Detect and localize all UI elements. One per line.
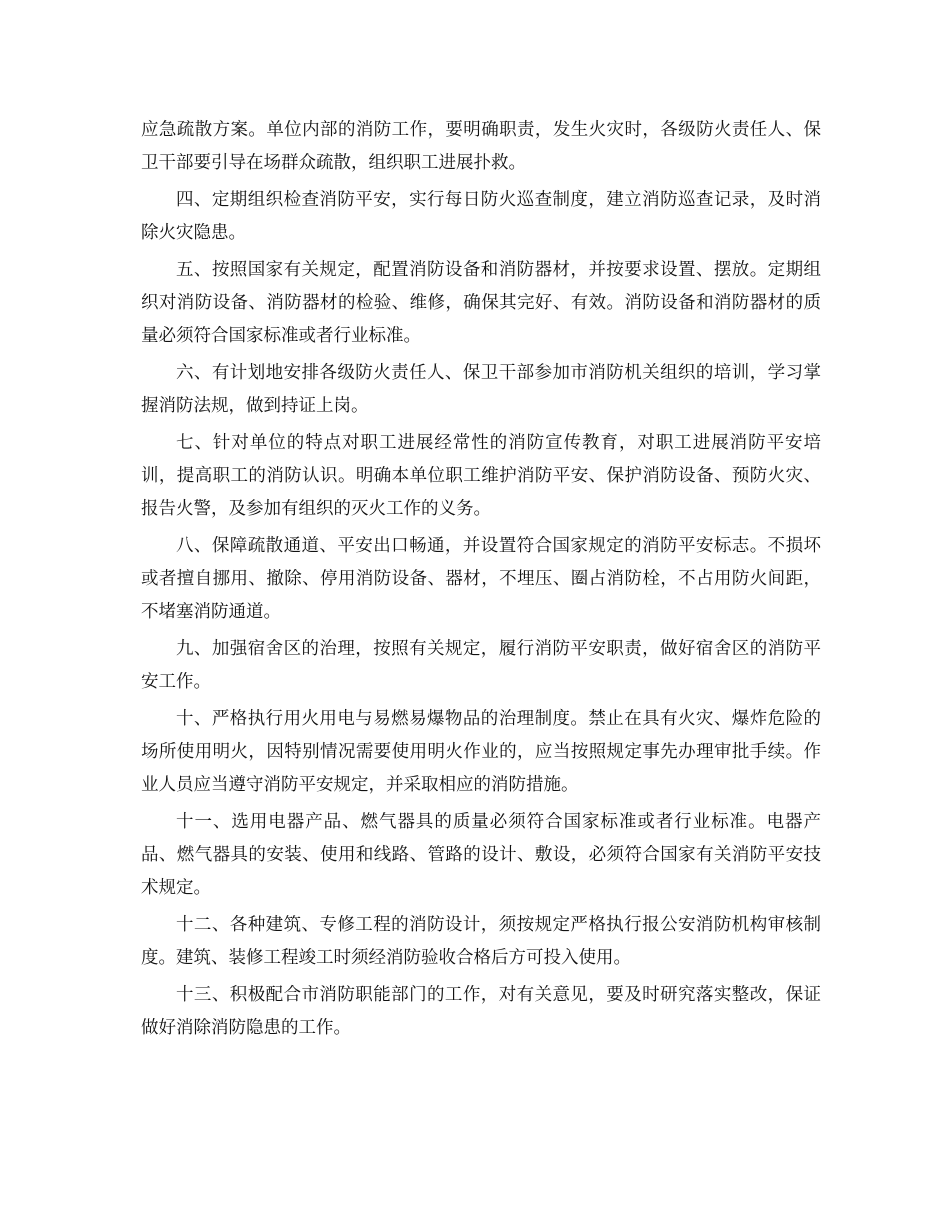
paragraph-10: 十三、积极配合市消防职能部门的工作，对有关意见，要及时研究落实整改，保证做好消除消防隐患的工作。 <box>141 985 821 1038</box>
paragraph-7: 十、严格执行用火用电与易燃易爆物品的治理制度。禁止在具有火灾、爆炸危险的场所使用明火，因特别情况需要使用明火作业的，应当按照规定事先办理审批手续。作业人员应当遵守消防平安规定，并采取相应的消防措施。 <box>141 709 821 795</box>
paragraph-9: 十二、各种建筑、专修工程的消防设计，须按规定严格执行报公安消防机构审核制度。建筑、装修工程竣工时须经消防验收合格后方可投入使用。 <box>141 915 821 968</box>
paragraph-4: 七、针对单位的特点对职工进展经常性的消防宣传教育，对职工进展消防平安培训，提高职工的消防认识。明确本单位职工维护消防平安、保护消防设备、预防火灾、报告火警，及参加有组织的灭火工作的义务。 <box>141 433 821 519</box>
paragraph-2: 五、按照国家有关规定，配置消防设备和消防器材，并按要求设置、摆放。定期组织对消防设备、消防器材的检验、维修，确保其完好、有效。消防设备和消防器材的质量必须符合国家标准或者行业标准。 <box>141 260 821 346</box>
paragraph-1: 四、定期组织检查消防平安，实行每日防火巡查制度，建立消防巡查记录，及时消除火灾隐患。 <box>141 190 821 243</box>
paragraph-0: 应急疏散方案。单位内部的消防工作，要明确职责，发生火灾时，各级防火责任人、保卫干部要引导在场群众疏散，组织职工进展扑救。 <box>141 120 821 173</box>
paragraph-8: 十一、选用电器产品、燃气器具的质量必须符合国家标准或者行业标准。电器产品、燃气器具的安装、使用和线路、管路的设计、敷设，必须符合国家有关消防平安技术规定。 <box>141 812 821 898</box>
paragraph-6: 九、加强宿舍区的治理，按照有关规定，履行消防平安职责，做好宿舍区的消防平安工作。 <box>141 639 821 692</box>
paragraph-3: 六、有计划地安排各级防火责任人、保卫干部参加市消防机关组织的培训，学习掌握消防法规，做到持证上岗。 <box>141 363 821 416</box>
paragraph-5: 八、保障疏散通道、平安出口畅通，并设置符合国家规定的消防平安标志。不损坏或者擅自挪用、撤除、停用消防设备、器材，不埋压、圈占消防栓，不占用防火间距，不堵塞消防通道。 <box>141 536 821 622</box>
document-body <box>141 114 821 1049</box>
